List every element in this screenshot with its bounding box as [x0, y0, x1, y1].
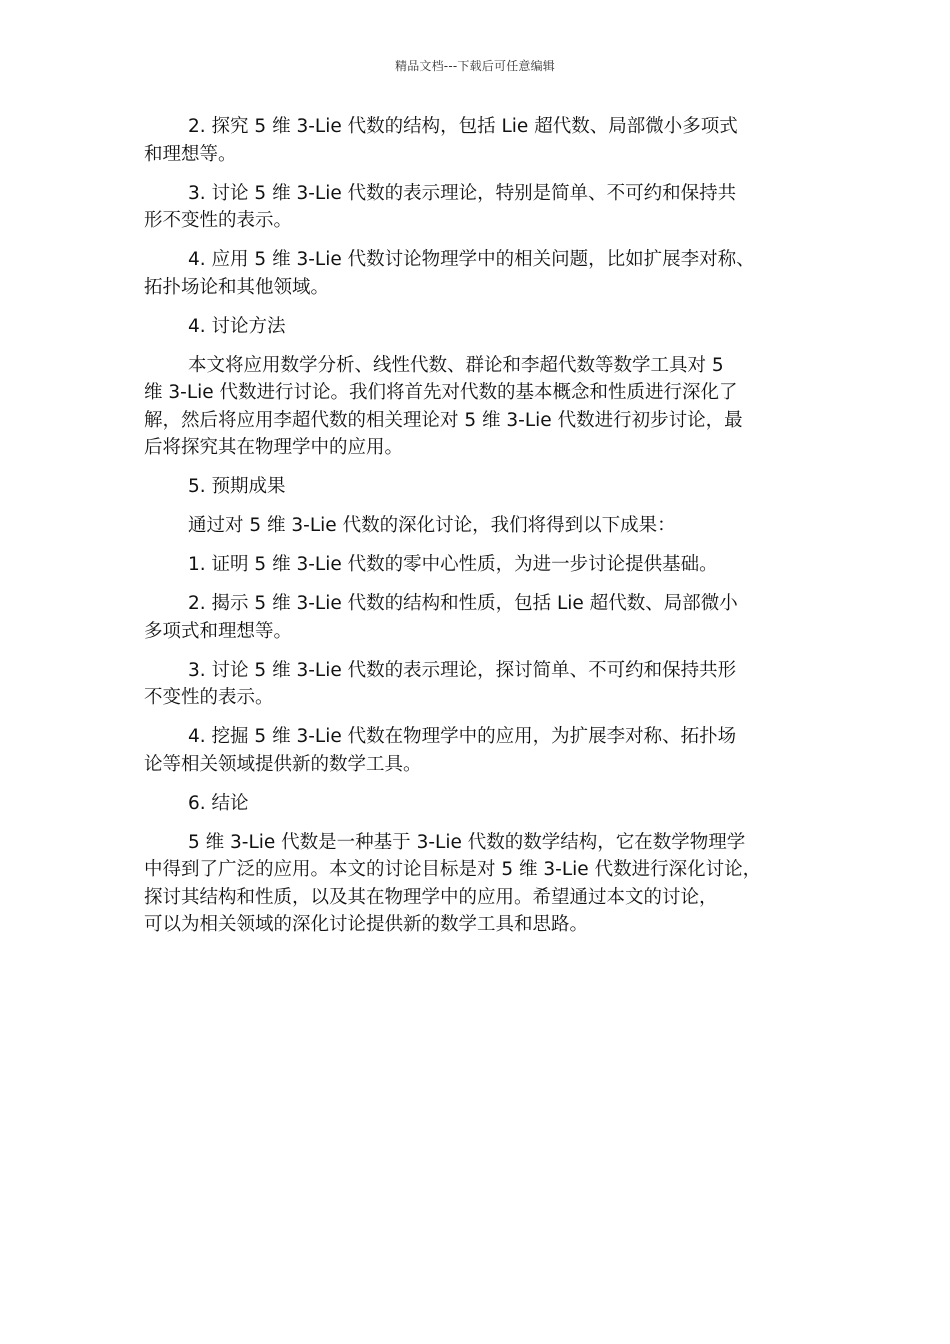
paragraph-objective-3: 3. 讨论 5 维 3-Lie 代数的表示理论，特别是简单、不可约和保持共 形不变性的表示。	[144, 182, 737, 231]
paragraph-result-4: 4. 挖掘 5 维 3-Lie 代数在物理学中的应用，为扩展李对称、拓扑场 论等相关领域提供新的数学工具。	[144, 726, 737, 775]
section-heading-methods: 4. 讨论方法	[188, 315, 286, 337]
section-heading-expected-results: 5. 预期成果	[188, 476, 286, 497]
paragraph-methods: 本文将应用数学分析、线性代数、群论和李超代数等数学工具对 5 维 3-Lie 代数进行讨论。我们将首先对代数的基本概念和性质进行深化了 解，然后将应用李超代数的相关理论对 5 维 3-Lie 代数进行初步讨论，最 后将探究其在物理学中的应用。	[144, 354, 743, 458]
paragraph-results-intro: 通过对 5 维 3-Lie 代数的深化讨论，我们将得到以下成果：	[188, 515, 676, 536]
paragraph-conclusion: 5 维 3-Lie 代数是一种基于 3-Lie 代数的数学结构，它在数学物理学 中得到了广泛的应用。本文的讨论目标是对 5 维 3-Lie 代数进行深化讨论， 探讨其结构和性质，以及其在物理学中的应用。希望通过本文的讨论， 可以为相关领域的深化讨论提供新的数学工具和思路。	[144, 831, 762, 935]
paragraph-objective-2: 2. 探究 5 维 3-Lie 代数的结构，包括 Lie 超代数、局部微小多项式 和理想等。	[144, 116, 738, 165]
paragraph-result-2: 2. 揭示 5 维 3-Lie 代数的结构和性质，包括 Lie 超代数、局部微小 多项式和理想等。	[144, 593, 738, 642]
paragraph-result-3: 3. 讨论 5 维 3-Lie 代数的表示理论，探讨简单、不可约和保持共形 不变性的表示。	[144, 659, 737, 708]
document-body	[144, 113, 820, 950]
section-heading-conclusion: 6. 结论	[188, 792, 249, 814]
paragraph-objective-4: 4. 应用 5 维 3-Lie 代数讨论物理学中的相关问题，比如扩展李对称、 拓扑场论和其他领域。	[144, 249, 755, 298]
page-header: 精品文档---下载后可任意编辑	[395, 59, 555, 73]
paragraph-result-1: 1. 证明 5 维 3-Lie 代数的零中心性质，为进一步讨论提供基础。	[188, 554, 718, 575]
